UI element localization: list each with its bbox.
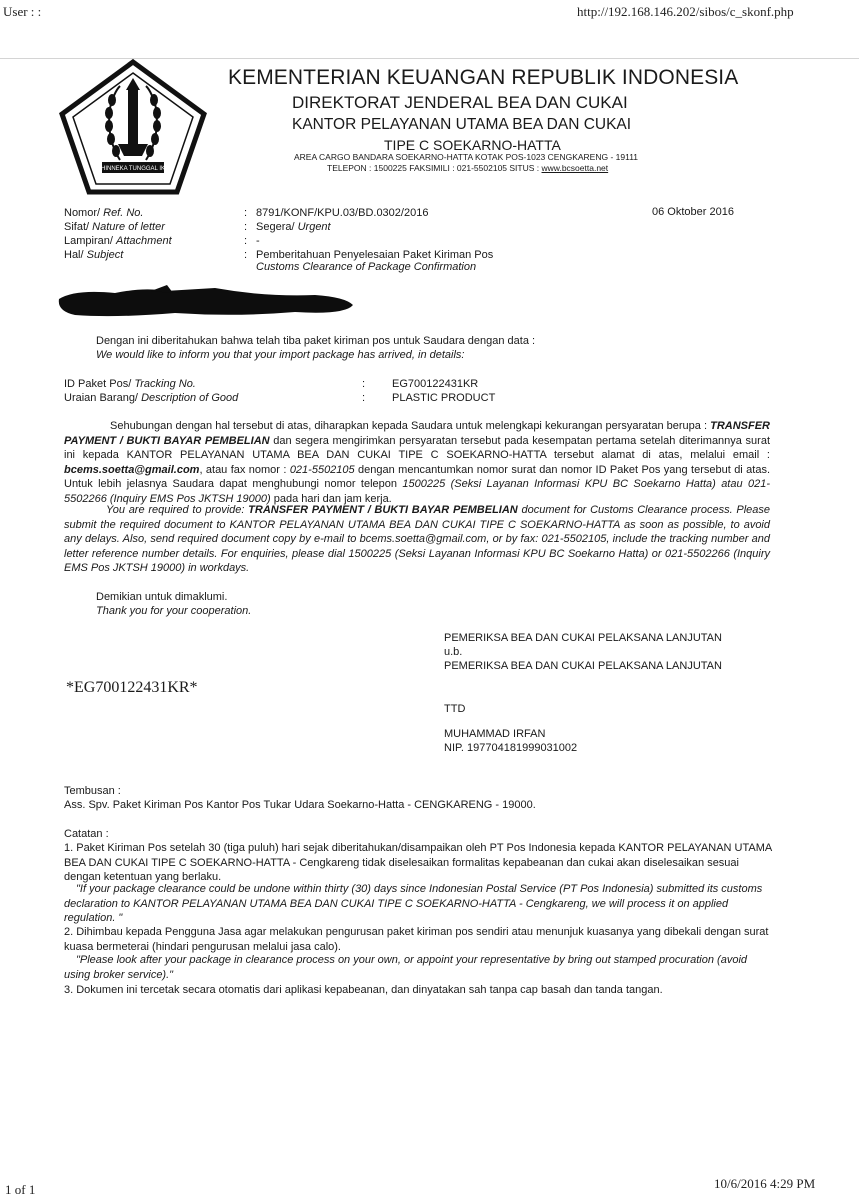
meta-row-nature: Sifat/ Nature of letter : Segera/ Urgent [64,221,331,233]
svg-text:BHINNEKA TUNGGAL IKA: BHINNEKA TUNGGAL IKA [96,166,170,172]
ministry-logo-icon [58,58,208,196]
meta-row-ref: Nomor/ Ref. No. : 8791/KONF/KPU.03/BD.0302/2016 [64,207,429,219]
tracking-label: ID Paket Pos/ Tracking No. [64,378,196,390]
catatan-note-3: 3. Dokumen ini tercetak secara otomatis dari aplikasi kepabeanan, dan dinyatakan sah tanpa cap basah dan tanda tangan. [64,984,663,996]
tracking-colon: : [362,378,366,390]
print-page-count: 1 of 1 [5,1182,36,1197]
print-datetime: 10/6/2016 4:29 PM [714,1176,816,1191]
signature-ub: u.b. [444,646,463,658]
body-paragraph-id: Sehubungan dengan hal tersebut di atas, diharapkan kepada Saudara untuk melengkapi kekurangan persyaratan berupa : TRANSFER PAYMENT / BUKTI BAYAR PEMBELIAN dan segera mengirimkan persyaratan tersebut pada kesempatan pertama setelah diterimannya surat ini kepada KANTOR PELAYANAN UTAMA BEA DAN CUKAI TIPE C SOEKARNO-HATTA tersebut alamat di atas, melalui email : bcems.soetta@gmail.com, atau fax nomor : 021-5502105 dengan mencantumkan nomor surat dan nomor ID Paket Pos yang tersebut di atas. Untuk lebih jelasnya Saudara dapat menghubungi nomor telepon 1500225 (Seksi Layanan Informasi KPU BC Soekarno Hatta) atau 021-5502266 (Inquiry EMS Pos JKTSH 19000) pada hari dan jam kerja. [64,420,771,505]
office-title: KANTOR PELAYANAN UTAMA BEA DAN CUKAI [292,116,632,133]
signature-ttd: TTD [444,703,466,715]
intro-text-id: Dengan ini diberitahukan bahwa telah tiba paket kiriman pos untuk Saudara dengan data : [96,335,536,347]
meta-row-subject: Hal/ Subject : Pemberitahuan Penyelesaian Paket Kiriman Pos Customs Clearance of Package Confirmation [64,249,494,273]
description-value: PLASTIC PRODUCT [392,392,496,404]
office-contact: TELEPON : 1500225 FAKSIMILI : 021-5502105 SITUS : www.bcsoetta.net [327,163,609,173]
tembusan-text: Ass. Spv. Paket Kiriman Pos Kantor Pos Tukar Udara Soekarno-Hatta - CENGKARENG - 19000. [64,799,536,811]
signature-title-2: PEMERIKSA BEA DAN CUKAI PELAKSANA LANJUTAN [444,660,722,672]
signatory-name: MUHAMMAD IRFAN [444,728,546,740]
catatan-note-2-id: 2. Dihimbau kepada Pengguna Jasa agar melakukan pengurusan paket kiriman pos sendiri atau menunjuk kuasanya yang dibekali dengan surat kuasa bermeterai (hindari pengurusan melalui jasa calo). [64,926,769,953]
office-address: AREA CARGO BANDARA SOEKARNO-HATTA KOTAK POS-1023 CENGKARENG - 19111 [294,152,639,162]
signatory-nip: NIP. 197704181999031002 [444,742,578,754]
catatan-note-2-en: "Please look after your package in clearance process on your own, or appoint your representative by bring out stamped procuration (avoid using broker service)." [64,954,748,981]
catatan-note-1-id: 1. Paket Kiriman Pos setelah 30 (tiga puluh) hari sejak diberitahukan/disampaikan oleh PT Pos Indonesia kepada KANTOR PELAYANAN UTAMA BEA DAN CUKAI TIPE C SOEKARNO-HATTA - Cengkareng tidak diselesaikan formalitas kepabeanan dan cukai akan diselesaikan sesuai dengan ketentuan yang berlaku. [64,842,772,884]
signature-title-1: PEMERIKSA BEA DAN CUKAI PELAKSANA LANJUTAN [444,632,722,644]
closing-text-id: Demikian untuk dimaklumi. [96,591,228,603]
print-user-label: User : : [3,4,42,19]
website-link[interactable]: www.bcsoetta.net [541,163,609,173]
description-colon: : [362,392,366,404]
body-paragraph-en: You are required to provide: TRANSFER PAYMENT / BUKTI BAYAR PEMBELIAN document for Customs Clearance process. Please submit the required document to KANTOR PELAYANAN UTAMA BEA DAN CUKAI TIPE C SOEKARNO-HATTA as soon as possible, to avoid any delays. Also, send required document copy by e-mail to bcems.soetta@gmail.com, or by fax: 021-5502105, include the tracking number and letter reference number details. For enquiries, please dial 1500225 (Seksi Layanan Informasi KPU BC Soekarno Hatta) or 021-5502266 (Inquiry EMS Pos JKTSH 19000) in workdays. [64,504,770,575]
print-url: http://192.168.146.202/sibos/c_skonf.php [577,4,794,19]
intro-text-en: We would like to inform you that your import package has arrived, in details: [96,349,465,361]
tembusan-title: Tembusan : [64,785,121,797]
description-label: Uraian Barang/ Description of Good [64,392,239,404]
closing-text-en: Thank you for your cooperation. [96,605,252,617]
redacted-recipient-name [55,285,355,319]
directorate-title: DIREKTORAT JENDERAL BEA DAN CUKAI [292,93,628,112]
barcode-text: *EG700122431KR* [66,679,198,696]
office-type: TIPE C SOEKARNO-HATTA [384,137,561,153]
meta-row-attachment: Lampiran/ Attachment : - [64,235,260,247]
catatan-title: Catatan : [64,828,109,840]
catatan-note-1-en: "If your package clearance could be undone within thirty (30) days since Indonesian Postal Service (PT Pos Indonesia) submitted its customs declaration to KANTOR PELAYANAN UTAMA BEA DAN CUKAI TIPE C SOEKARNO-HATTA - Cengkareng, we will process it on applied regulation. " [64,883,763,925]
letter-date: 06 Oktober 2016 [652,206,734,218]
ministry-title: KEMENTERIAN KEUANGAN REPUBLIK INDONESIA [228,66,739,89]
tracking-value: EG700122431KR [392,378,479,390]
